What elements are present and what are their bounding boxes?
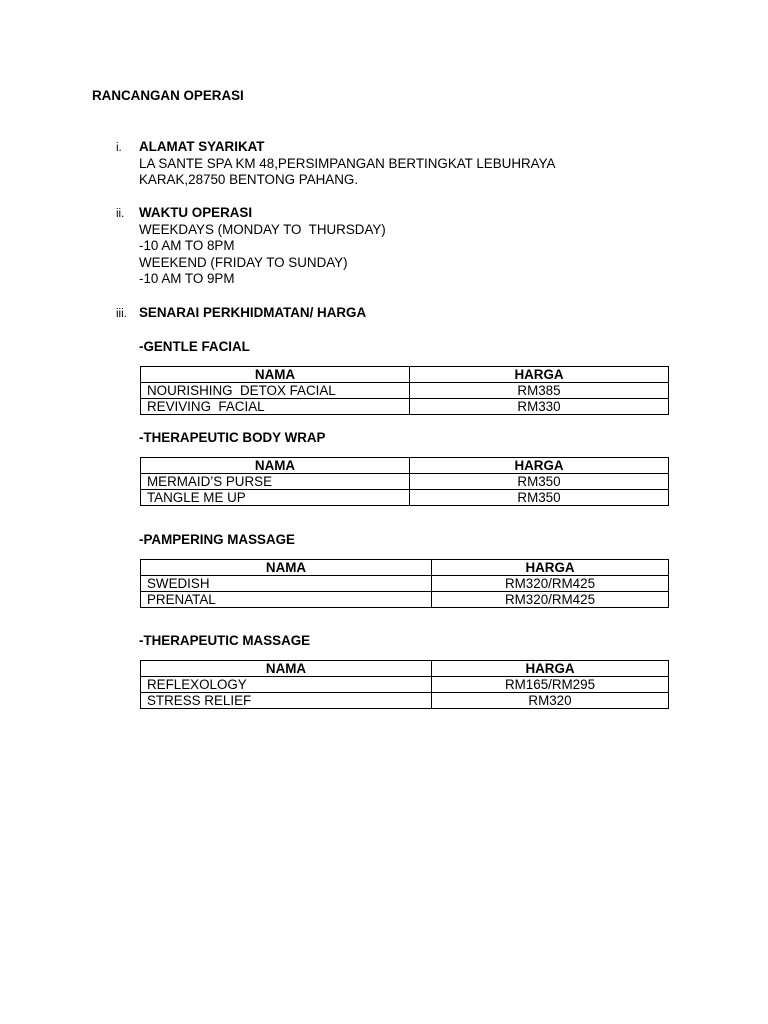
section-heading: SENARAI PERKHIDMATAN/ HARGA xyxy=(139,305,367,320)
column-header-price: HARGA xyxy=(410,458,669,474)
price-table xyxy=(140,660,669,709)
table-row xyxy=(141,383,669,399)
service-price: RM320 xyxy=(432,693,669,709)
service-price: RM350 xyxy=(410,474,669,490)
table-row xyxy=(141,399,669,415)
column-header-price: HARGA xyxy=(410,367,669,383)
service-price: RM165/RM295 xyxy=(432,677,669,693)
service-name: TANGLE ME UP xyxy=(141,490,410,506)
section-company-address xyxy=(139,139,699,189)
column-header-name: NAMA xyxy=(141,661,432,677)
table-row xyxy=(141,490,669,506)
section-numeral: iii. xyxy=(116,308,127,320)
service-price: RM350 xyxy=(410,490,669,506)
column-header-name: NAMA xyxy=(141,560,432,576)
table-row xyxy=(141,693,669,709)
table-header-row xyxy=(141,458,669,474)
table-header-row xyxy=(141,560,669,576)
service-category-title: -GENTLE FACIAL xyxy=(139,339,250,354)
service-category-title: -THERAPEUTIC MASSAGE xyxy=(139,633,311,648)
hours-line: WEEKEND (FRIDAY TO SUNDAY) xyxy=(139,254,348,270)
table-row xyxy=(141,592,669,608)
service-price: RM330 xyxy=(410,399,669,415)
address-line: LA SANTE SPA KM 48,PERSIMPANGAN BERTINGKAT LEBUHRAYA xyxy=(139,155,556,171)
section-numeral: ii. xyxy=(116,208,125,220)
section-numeral: i. xyxy=(116,142,122,154)
service-name: PRENATAL xyxy=(141,592,432,608)
price-table xyxy=(140,366,669,415)
service-category-title: -THERAPEUTIC BODY WRAP xyxy=(139,430,326,445)
hours-line: WEEKDAYS (MONDAY TO THURSDAY) xyxy=(139,221,386,237)
price-table xyxy=(140,559,669,608)
service-name: REFLEXOLOGY xyxy=(141,677,432,693)
column-header-name: NAMA xyxy=(141,458,410,474)
service-name: STRESS RELIEF xyxy=(141,693,432,709)
table-row xyxy=(141,474,669,490)
column-header-name: NAMA xyxy=(141,367,410,383)
price-table xyxy=(140,457,669,506)
service-price: RM320/RM425 xyxy=(432,576,669,592)
service-name: REVIVING FACIAL xyxy=(141,399,410,415)
column-header-price: HARGA xyxy=(432,661,669,677)
table-header-row xyxy=(141,367,669,383)
page-title: RANCANGAN OPERASI xyxy=(92,88,244,103)
section-service-list xyxy=(139,305,699,322)
hours-line: -10 AM TO 9PM xyxy=(139,271,235,287)
service-category-title: -PAMPERING MASSAGE xyxy=(139,532,295,547)
section-operating-hours xyxy=(139,205,699,288)
address-line: KARAK,28750 BENTONG PAHANG. xyxy=(139,172,359,188)
table-header-row xyxy=(141,661,669,677)
table-row xyxy=(141,576,669,592)
section-heading: WAKTU OPERASI xyxy=(139,205,253,220)
hours-line: -10 AM TO 8PM xyxy=(139,238,235,254)
section-heading: ALAMAT SYARIKAT xyxy=(139,139,265,154)
service-name: MERMAID’S PURSE xyxy=(141,474,410,490)
column-header-price: HARGA xyxy=(432,560,669,576)
service-name: SWEDISH xyxy=(141,576,432,592)
service-price: RM385 xyxy=(410,383,669,399)
service-price: RM320/RM425 xyxy=(432,592,669,608)
table-row xyxy=(141,677,669,693)
service-name: NOURISHING DETOX FACIAL xyxy=(141,383,410,399)
